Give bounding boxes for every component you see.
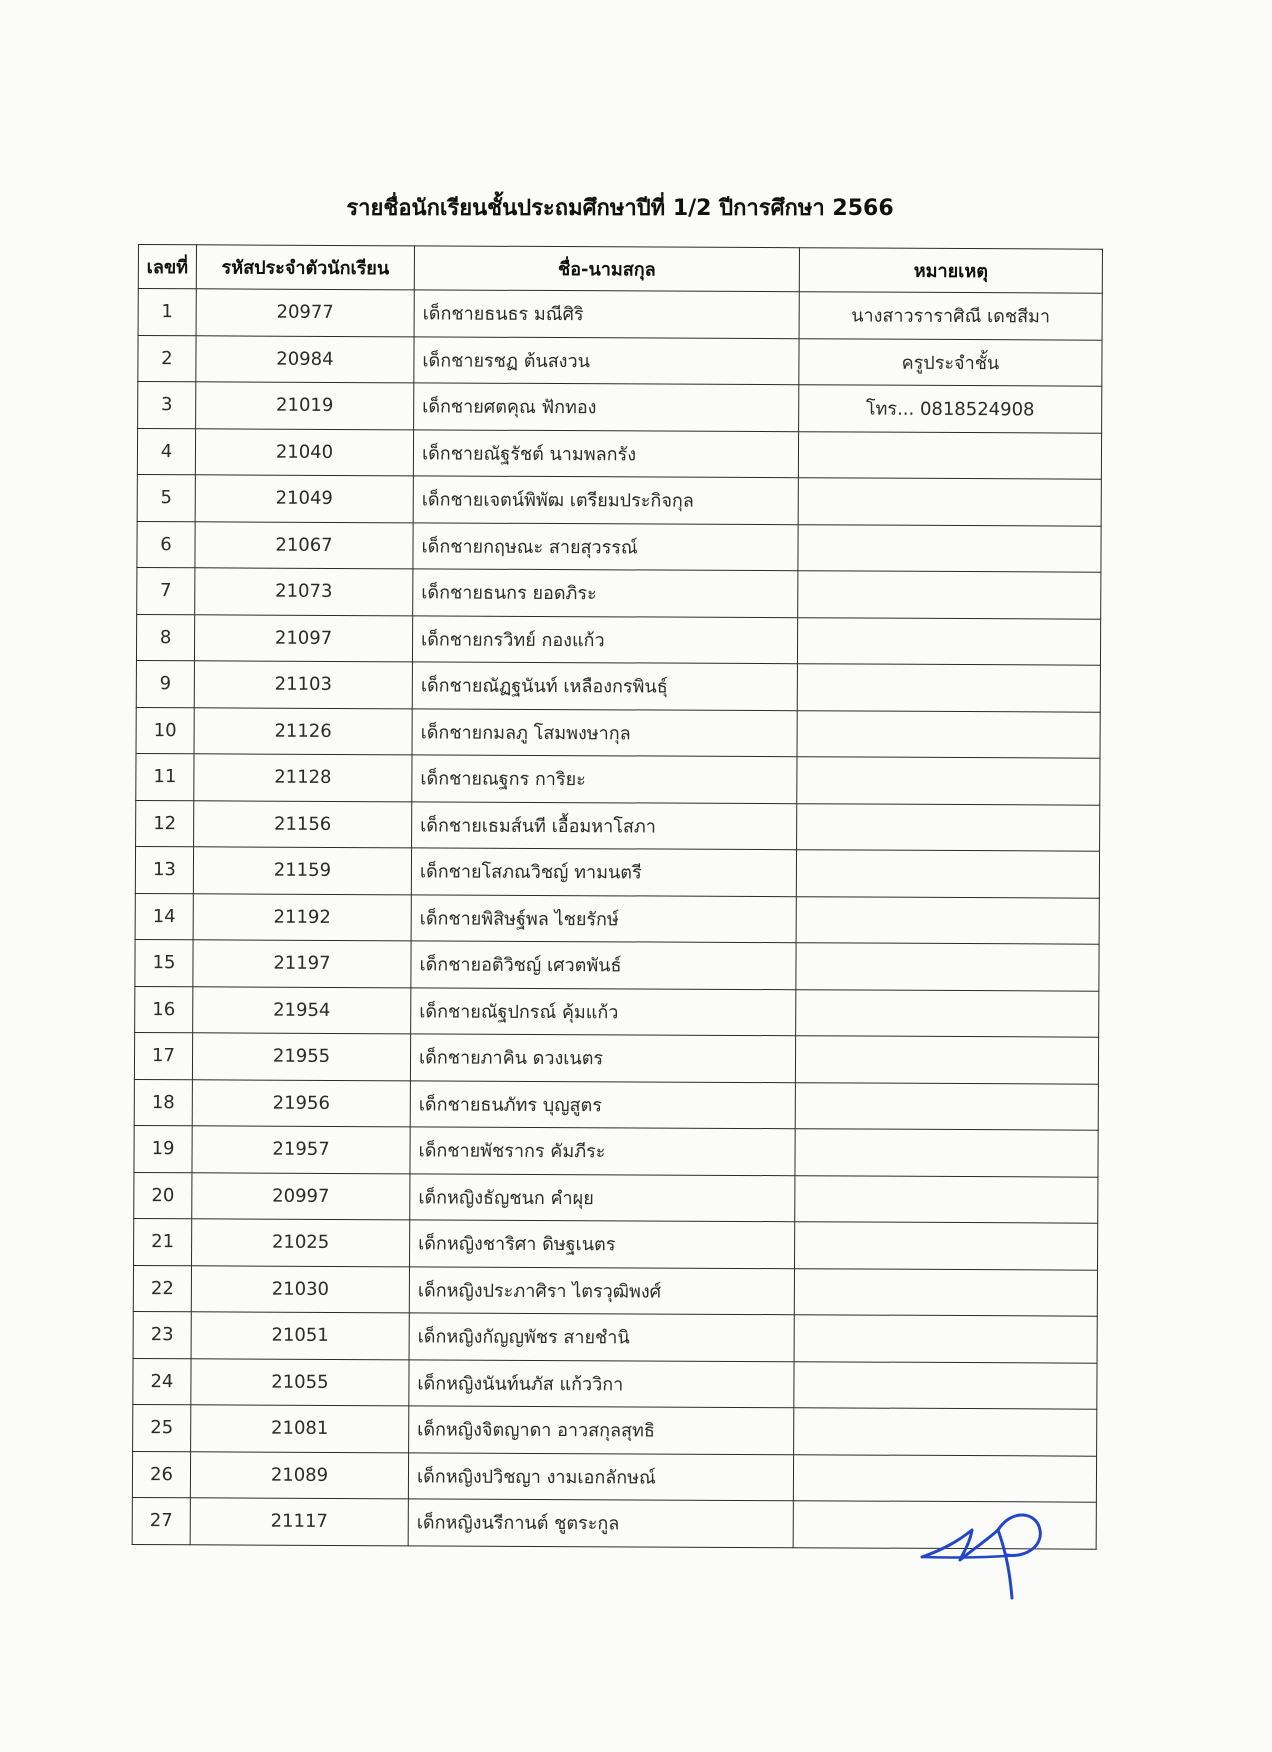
cell-student-id: 21055 [191, 1358, 409, 1406]
cell-note [794, 1408, 1097, 1456]
header-student-id: รหัสประจำตัวนักเรียน [196, 245, 414, 290]
cell-no: 21 [134, 1218, 192, 1265]
cell-note [793, 1454, 1096, 1502]
cell-no: 16 [135, 986, 193, 1033]
cell-no: 27 [132, 1497, 190, 1544]
table-body [132, 289, 1102, 1549]
cell-student-id: 21049 [195, 475, 413, 523]
cell-note [796, 943, 1099, 991]
cell-note [797, 710, 1100, 758]
table-row [134, 1032, 1098, 1083]
cell-no: 8 [136, 614, 194, 661]
cell-note [794, 1268, 1097, 1316]
cell-name: เด็กชายเธมส์นที เอื้อมหาโสภา [412, 801, 797, 849]
cell-name: เด็กชายพัชรากร คัมภีระ [410, 1127, 795, 1175]
student-table [132, 244, 1103, 1549]
cell-no: 11 [136, 753, 194, 800]
cell-no: 6 [137, 521, 195, 568]
cell-name: เด็กชายโสภณวิชญ์ ทามนตรี [411, 848, 796, 896]
cell-note [796, 989, 1099, 1037]
cell-note [795, 1036, 1098, 1084]
cell-note [794, 1315, 1097, 1363]
cell-note [798, 431, 1101, 479]
cell-note [797, 757, 1100, 805]
table-row [134, 1125, 1098, 1176]
cell-name: เด็กชายกฤษณะ สายสุวรรณ์ [413, 522, 798, 570]
table-row [132, 1451, 1096, 1502]
table-row [137, 521, 1101, 572]
cell-note [798, 524, 1101, 572]
cell-no: 14 [135, 893, 193, 940]
cell-name: เด็กชายกมลภู โสมพงษากุล [412, 708, 797, 756]
cell-note [795, 1222, 1098, 1270]
cell-name: เด็กหญิงกัญญพัชร สายชำนิ [409, 1313, 794, 1361]
table-row [137, 428, 1101, 479]
cell-no: 15 [135, 939, 193, 986]
table-row [133, 1311, 1097, 1362]
table-header-row [138, 245, 1102, 294]
cell-note [798, 571, 1101, 619]
student-table-wrapper [132, 244, 1103, 1549]
cell-name: เด็กชายเจตน์พิพัฒ เตรียมประกิจกุล [413, 476, 798, 524]
cell-student-id: 20997 [192, 1172, 410, 1220]
cell-name: เด็กหญิงธัญชนก คำผุย [410, 1173, 795, 1221]
table-row [138, 335, 1102, 386]
cell-name: เด็กหญิงนันท์นภัส แก้ววิกา [409, 1359, 794, 1407]
cell-name: เด็กหญิงชาริศา ดิษฐเนตร [410, 1220, 795, 1268]
cell-student-id: 21956 [192, 1079, 410, 1127]
table-row [137, 567, 1101, 618]
document-title: รายชื่อนักเรียนชั้นประถมศึกษาปีที่ 1/2 ปีการศึกษา 2566 [346, 196, 894, 221]
cell-note [796, 850, 1099, 898]
cell-name: เด็กชายกรวิทย์ กองแก้ว [412, 615, 797, 663]
cell-no: 4 [137, 428, 195, 475]
cell-student-id: 21192 [193, 893, 411, 941]
cell-no: 23 [133, 1311, 191, 1358]
cell-student-id: 21954 [193, 986, 411, 1034]
cell-name: เด็กหญิงปวิชญา งามเอกลักษณ์ [408, 1452, 793, 1500]
cell-note [795, 1129, 1098, 1177]
cell-student-id: 21197 [193, 940, 411, 988]
cell-no: 13 [135, 846, 193, 893]
table-row [135, 986, 1099, 1037]
cell-name: เด็กชายอติวิชญ์ เศวตพันธ์ [411, 941, 796, 989]
table-row [135, 846, 1099, 897]
cell-name: เด็กชายณัฐรัชต์ นามพลกรัง [413, 429, 798, 477]
cell-name: เด็กชายธนภัทร บุญสูตร [410, 1080, 795, 1128]
table-row [135, 939, 1099, 990]
cell-student-id: 21081 [191, 1405, 409, 1453]
cell-student-id: 21051 [191, 1312, 409, 1360]
cell-no: 9 [136, 660, 194, 707]
handwritten-signature [912, 1500, 1062, 1600]
cell-note [795, 1175, 1098, 1223]
header-name: ชื่อ-นามสกุล [414, 246, 799, 292]
cell-student-id: 21097 [194, 614, 412, 662]
cell-student-id: 20984 [196, 335, 414, 383]
table-row [133, 1404, 1097, 1455]
table-row [135, 893, 1099, 944]
table-row [138, 289, 1102, 340]
cell-note: นางสาวราราศิณี เดชสีมา [799, 292, 1102, 340]
table-row [137, 474, 1101, 525]
table-row [133, 1265, 1097, 1316]
cell-student-id: 21019 [196, 382, 414, 430]
cell-student-id: 21117 [190, 1498, 408, 1546]
cell-name: เด็กชายรชฏ ต้นสงวน [414, 336, 799, 384]
cell-name: เด็กชายณัฏฐนันท์ เหลืองกรพินธุ์ [412, 662, 797, 710]
table-row [133, 1358, 1097, 1409]
cell-note: โทร... 0818524908 [799, 385, 1102, 433]
cell-name: เด็กชายธนกร ยอดภิระ [413, 569, 798, 617]
cell-no: 1 [138, 289, 196, 336]
header-note: หมายเหตุ [799, 248, 1102, 293]
cell-student-id: 20977 [196, 289, 414, 337]
cell-no: 19 [134, 1125, 192, 1172]
cell-name: เด็กหญิงจิตญาดา อาวสกุลสุทธิ [409, 1406, 794, 1454]
cell-student-id: 21955 [192, 1033, 410, 1081]
cell-no: 24 [133, 1358, 191, 1405]
cell-no: 3 [138, 382, 196, 429]
cell-note [796, 896, 1099, 944]
cell-student-id: 21126 [194, 707, 412, 755]
table-row [136, 660, 1100, 711]
cell-no: 22 [133, 1265, 191, 1312]
cell-no: 10 [136, 707, 194, 754]
cell-note [797, 664, 1100, 712]
cell-note [794, 1361, 1097, 1409]
cell-student-id: 21030 [191, 1265, 409, 1313]
cell-student-id: 21128 [194, 754, 412, 802]
cell-student-id: 21103 [194, 661, 412, 709]
table-row [138, 382, 1102, 433]
cell-no: 26 [132, 1451, 190, 1498]
cell-student-id: 21156 [194, 800, 412, 848]
cell-note [797, 617, 1100, 665]
cell-name: เด็กชายธนธร มณีศิริ [414, 290, 799, 338]
table-row [136, 707, 1100, 758]
table-row [136, 614, 1100, 665]
cell-student-id: 21089 [190, 1451, 408, 1499]
table-row [136, 753, 1100, 804]
cell-student-id: 21067 [195, 521, 413, 569]
cell-note [795, 1082, 1098, 1130]
cell-note [797, 803, 1100, 851]
cell-note: ครูประจำชั้น [799, 338, 1102, 386]
cell-no: 5 [137, 474, 195, 521]
cell-name: เด็กชายพิสิษฐ์พล ไชยรักษ์ [411, 894, 796, 942]
cell-student-id: 21073 [195, 568, 413, 616]
cell-student-id: 21957 [192, 1126, 410, 1174]
table-row [134, 1079, 1098, 1130]
cell-no: 18 [134, 1079, 192, 1126]
table-row [134, 1172, 1098, 1223]
cell-name: เด็กชายณัฐปกรณ์ คุ้มแก้ว [411, 987, 796, 1035]
cell-no: 25 [133, 1404, 191, 1451]
cell-note [798, 478, 1101, 526]
table-row [136, 800, 1100, 851]
cell-student-id: 21159 [193, 847, 411, 895]
cell-no: 20 [134, 1172, 192, 1219]
cell-no: 17 [134, 1032, 192, 1079]
cell-student-id: 21040 [195, 428, 413, 476]
header-no: เลขที่ [138, 245, 196, 289]
cell-name: เด็กหญิงประภาศิรา ไตรวุฒิพงศ์ [409, 1266, 794, 1314]
cell-name: เด็กหญิงนรีกานต์ ชูตระกูล [408, 1499, 793, 1547]
cell-name: เด็กชายศตคุณ ฟักทอง [414, 383, 799, 431]
cell-no: 2 [138, 335, 196, 382]
cell-student-id: 21025 [192, 1219, 410, 1267]
cell-name: เด็กชายณฐกร การิยะ [412, 755, 797, 803]
table-row [134, 1218, 1098, 1269]
cell-name: เด็กชายภาคิน ดวงเนตร [410, 1034, 795, 1082]
cell-no: 7 [137, 567, 195, 614]
cell-no: 12 [136, 800, 194, 847]
